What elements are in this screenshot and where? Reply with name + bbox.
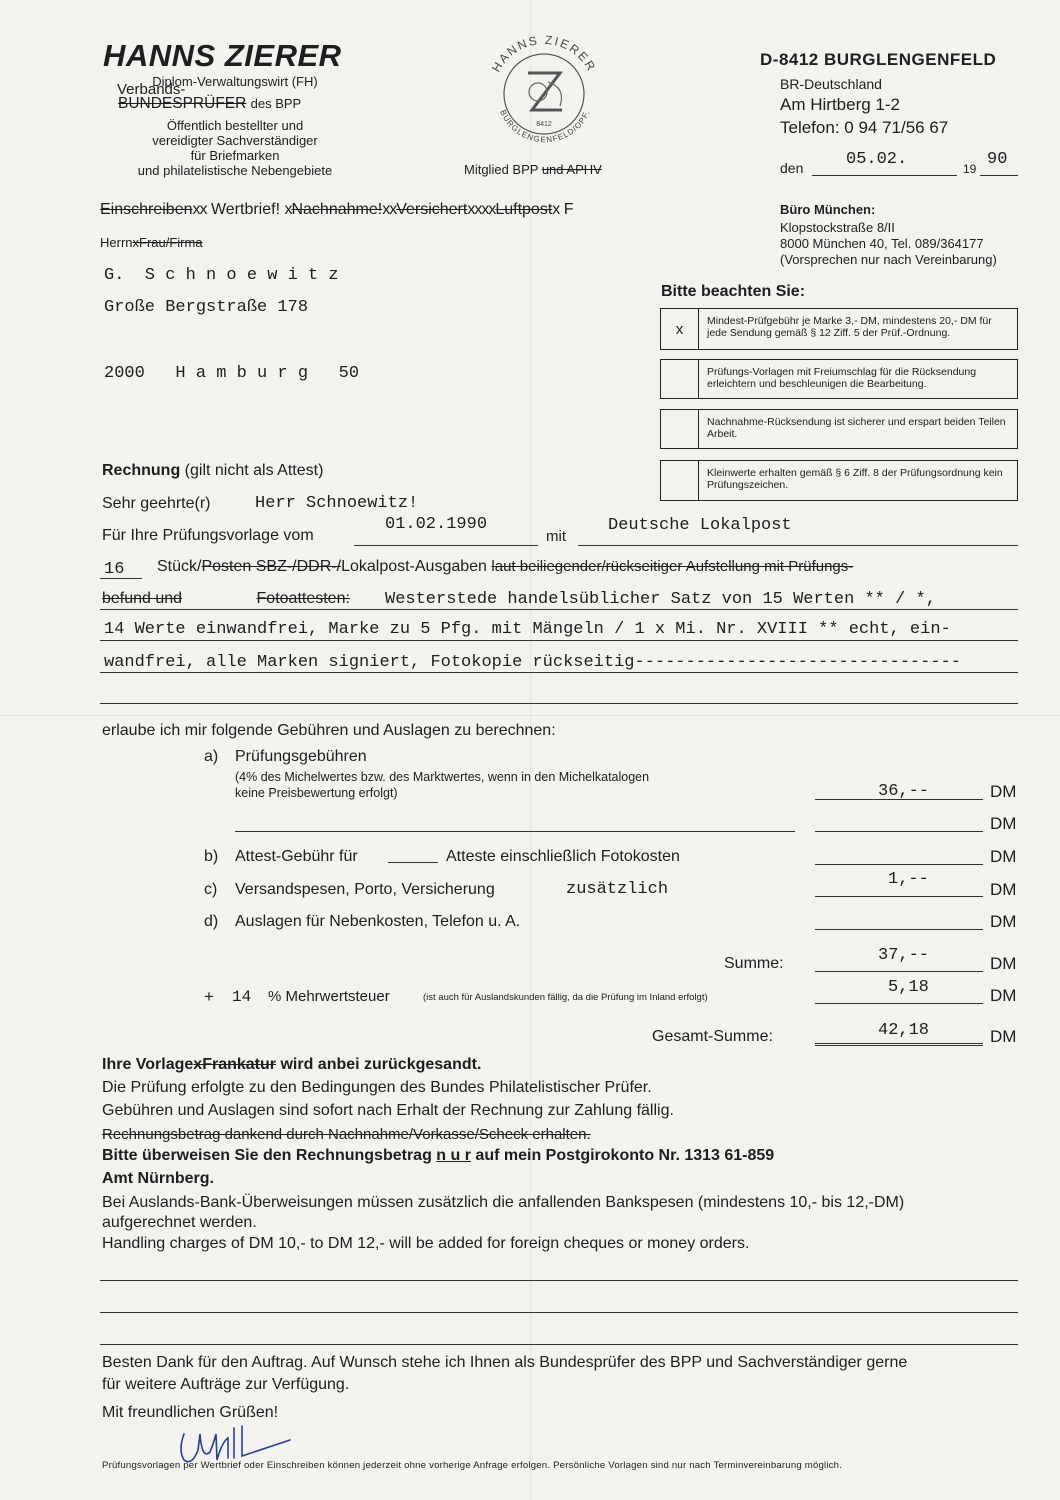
item-posten-struck: Posten SBZ-/DDR-/: [201, 558, 342, 575]
greeting-name: Herr Schnoewitz!: [255, 494, 419, 513]
mail-type-line: [100, 201, 574, 219]
date-value: 05.02.: [846, 150, 908, 169]
fee-a-underline: [815, 799, 983, 800]
header-des-bpp: des BPP: [250, 96, 302, 111]
fee-b-text-2: Atteste einschließlich Fotokosten: [446, 848, 680, 865]
fee-a2-blank-line: [235, 831, 795, 832]
vat-underline: [815, 1003, 983, 1004]
item-line-2-prefix: [102, 590, 350, 608]
header-bundespruefer-word: BUNDESPRÜFER: [118, 95, 247, 112]
return-line: [102, 1056, 481, 1074]
buero-street: Klopstockstraße 8/II: [780, 220, 895, 235]
summe-underline: [815, 971, 983, 972]
recipient-city: 2000 H a m b u r g 50: [104, 364, 360, 383]
note-box-4: [660, 460, 1018, 501]
desc-underline-2: [100, 640, 1018, 641]
item-befund-struck: befund und: [102, 590, 183, 607]
fee-d-label: d): [204, 913, 219, 930]
year-value: 90: [987, 150, 1008, 169]
address-phone: Telefon: 0 94 71/56 67: [780, 118, 949, 137]
address-city: D-8412 BURGLENGENFELD: [760, 50, 997, 69]
fee-a-label: a): [204, 748, 219, 765]
note-box-1: [660, 308, 1018, 350]
fee-b-currency: DM: [990, 847, 1017, 866]
vat-currency: DM: [990, 986, 1017, 1005]
mail-einschreiben: Einschreiben: [100, 201, 193, 218]
bank-nur: n u r: [436, 1147, 471, 1164]
desc-underline-1: [100, 609, 1018, 610]
paper-fold-horizontal: [0, 715, 1060, 716]
thanks-line-2: für weitere Aufträge zur Verfügung.: [102, 1376, 350, 1393]
buero-title: Büro München:: [780, 202, 876, 217]
vorlage-mit: mit: [546, 528, 566, 545]
mail-f: F: [563, 201, 574, 218]
item-desc-1: Westerstede handelsüblicher Satz von 15 Werten ** / *,: [385, 590, 936, 609]
fee-a-value: 36,--: [878, 782, 930, 801]
invoice-heading-note: (gilt nicht als Attest): [184, 462, 324, 479]
vat-note: (ist auch für Auslandskunden fällig, da die Prüfung im Inland erfolgt): [423, 992, 708, 1003]
vat-plus: +: [204, 987, 214, 1006]
membership-bpp: Mitglied BPP: [464, 162, 539, 177]
note-box-3: [660, 409, 1018, 449]
footer-line-2: Gebühren und Auslagen sind sofort nach Erhalt der Rechnung zur Zahlung fällig.: [102, 1102, 674, 1119]
vorlage-subject: Deutsche Lokalpost: [608, 516, 792, 535]
item-desc-3: wandfrei, alle Marken signiert, Fotokopie rückseitig--------------------------------: [104, 653, 961, 672]
mail-x3: xx: [382, 201, 397, 218]
fee-d-underline: [815, 929, 983, 930]
vorlage-subject-underline: [578, 545, 1018, 546]
fee-c-currency: DM: [990, 880, 1017, 899]
salutation-herrn: Herrn: [100, 235, 133, 250]
blank-line-2: [100, 1312, 1018, 1313]
item-count: 16: [104, 560, 125, 579]
item-laut-struck: laut beiliegender/rückseitiger Aufstellung mit Prüfungs-: [491, 558, 854, 575]
note-box-3-check: [661, 410, 699, 448]
fee-b-text-1: Attest-Gebühr für: [235, 848, 358, 865]
seal-bottom-text: BURGLENGENFELD/OPF.: [498, 108, 592, 145]
recipient-salutation: [100, 235, 203, 250]
ausland-line-2: aufgerechnet werden.: [102, 1214, 257, 1231]
fee-b-count-underline: [388, 862, 438, 863]
fee-a-text: Prüfungsgebühren: [235, 748, 367, 765]
recipient-name: G. S c h n o e w i t z: [104, 266, 339, 285]
recipient-street: Große Bergstraße 178: [104, 298, 309, 317]
membership-aphv: und APHV: [541, 162, 602, 177]
date-underline: [812, 175, 957, 176]
mail-nachnahme: Nachnahme!: [291, 201, 383, 218]
year-underline: [980, 175, 1018, 176]
header-line4: vereidigter Sachverständiger: [152, 133, 318, 148]
bank-line: [102, 1147, 774, 1165]
item-line-1: [157, 558, 853, 576]
address-street: Am Hirtberg 1-2: [780, 95, 900, 114]
return-struck: xFrankatur: [193, 1056, 276, 1073]
vorlage-date: 01.02.1990: [385, 515, 488, 534]
fee-c-underline: [815, 896, 983, 897]
buero-city: 8000 München 40, Tel. 089/364177: [780, 236, 984, 251]
invoice-heading-bold: Rechnung: [102, 462, 181, 479]
paper-fold-vertical: [530, 0, 531, 1500]
company-name: HANNS ZIERER: [103, 38, 342, 73]
fee-c-extra: zusätzlich: [566, 880, 669, 899]
total-label: Gesamt-Summe:: [652, 1028, 773, 1045]
greeting: Sehr geehrte(r): [102, 495, 211, 512]
note-box-2-text: Prüfungs-Vorlagen mit Freiumschlag für die Rücksendung erleichtern und beschleunigen die Bearbeitung.: [707, 366, 977, 390]
membership-line: [464, 162, 602, 177]
mail-x4: xxxx: [467, 201, 496, 218]
bank-suffix: auf mein Postgirokonto Nr. 1313 61-859: [475, 1147, 775, 1164]
year-prefix: 19: [963, 162, 977, 176]
return-suffix: wird anbei zurückgesandt.: [280, 1056, 482, 1073]
note-box-4-text: Kleinwerte erhalten gemäß § 6 Ziff. 8 der Prüfungsordnung kein Prüfungszeichen.: [707, 467, 1003, 491]
note-box-4-check: [661, 461, 699, 500]
summe-value: 37,--: [878, 946, 930, 965]
summe-currency: DM: [990, 954, 1017, 973]
header-verbands: Verbands-: [117, 81, 186, 98]
fee-a2-currency: DM: [990, 814, 1017, 833]
return-prefix: Ihre Vorlage: [102, 1056, 194, 1073]
item-stueck: Stück/: [157, 558, 202, 575]
seal-number: 8412: [536, 121, 552, 128]
note-box-2: [660, 359, 1018, 399]
fee-a-currency: DM: [990, 782, 1017, 801]
fee-b-label: b): [204, 848, 219, 865]
total-double-underline: [815, 1043, 983, 1046]
footer-line-1: Die Prüfung erfolgte zu den Bedingungen des Bundes Philatelistischer Prüfer.: [102, 1079, 652, 1096]
salutation-struck: xFrau/Firma: [132, 235, 203, 250]
fees-intro: erlaube ich mir folgende Gebühren und Auslagen zu berechnen:: [102, 722, 556, 739]
footer-line-3-struck: Rechnungsbetrag dankend durch Nachnahme/Vorkasse/Scheck erhalten.: [102, 1126, 591, 1143]
mail-x1: xx: [192, 201, 207, 218]
desc-underline-3: [100, 672, 1018, 673]
summe-label: Summe:: [724, 955, 784, 972]
desc-underline-4: [100, 703, 1018, 704]
notes-title: Bitte beachten Sie:: [661, 283, 806, 300]
note-box-1-text: Mindest-Prüfgebühr je Marke 3,- DM, mindestens 20,- DM für jede Sendung gemäß § 12 Ziff. 5 der Prüf.-Ordnung.: [707, 315, 992, 339]
item-lokalpost: Lokalpost-Ausgaben: [341, 558, 487, 575]
bank-amt: Amt Nürnberg.: [102, 1170, 214, 1187]
fee-d-currency: DM: [990, 912, 1017, 931]
handling-line: Handling charges of DM 10,- to DM 12,- will be added for foreign cheques or money orders.: [102, 1235, 750, 1252]
header-line5: für Briefmarken: [190, 148, 280, 163]
fee-a2-underline: [815, 831, 983, 832]
fee-a-note-2: keine Preisbewertung erfolgt): [235, 786, 398, 800]
vat-rate: 14: [232, 988, 252, 1006]
buero-note: (Vorsprechen nur nach Vereinbarung): [780, 252, 997, 267]
address-country: BR-Deutschland: [780, 76, 882, 92]
ausland-line-1: Bei Auslands-Bank-Überweisungen müssen zusätzlich die anfallenden Bankspesen (mindestens 10,- bis 12,-DM): [102, 1194, 905, 1211]
bank-prefix: Bitte überweisen Sie den Rechnungsbetrag: [102, 1147, 432, 1164]
note-box-1-check: x: [661, 309, 699, 349]
header-title-diplom: Diplom-Verwaltungswirt (FH): [152, 74, 318, 89]
item-desc-2: 14 Werte einwandfrei, Marke zu 5 Pfg. mit Mängeln / 1 x Mi. Nr. XVIII ** echt, ein-: [104, 620, 951, 639]
vorlage-date-underline: [354, 545, 538, 546]
mail-wertbrief: Wertbrief!: [210, 201, 281, 218]
thanks-line-1: Besten Dank für den Auftrag. Auf Wunsch stehe ich Ihnen als Bundesprüfer des BPP und Sachverständiger gerne: [102, 1354, 908, 1371]
vat-value: 5,18: [888, 978, 929, 997]
seal-logo: [476, 28, 612, 156]
note-box-3-text: Nachnahme-Rücksendung ist sicherer und erspart beiden Teilen Arbeit.: [707, 416, 1006, 440]
fee-b-underline: [815, 864, 983, 865]
header-line3: Öffentlich bestellter und: [166, 118, 304, 133]
vorlage-label: Für Ihre Prüfungsvorlage vom: [102, 527, 314, 544]
blank-line-1: [100, 1280, 1018, 1281]
header-line6: und philatelistische Nebengebiete: [137, 163, 333, 178]
fee-c-text: Versandspesen, Porto, Versicherung: [235, 881, 495, 898]
vat-label: % Mehrwertsteuer: [268, 988, 390, 1005]
mail-versichert: Versichert: [396, 201, 468, 218]
regards: Mit freundlichen Grüßen!: [102, 1404, 279, 1421]
seal-top-text: HANNS ZIERER: [488, 32, 600, 75]
fee-d-text: Auslagen für Nebenkosten, Telefon u. A.: [235, 913, 521, 930]
note-box-2-check: [661, 360, 699, 398]
fee-c-value: 1,--: [888, 870, 929, 889]
item-count-underline: [100, 578, 142, 579]
item-fotoattest-struck: Fotoattesten:: [256, 590, 350, 607]
fee-c-label: c): [204, 881, 218, 898]
blank-line-3: [100, 1344, 1018, 1345]
fee-a-note-1: (4% des Michelwertes bzw. des Marktwertes, wenn in den Michelkatalogen: [235, 770, 650, 784]
mail-x5: x: [552, 201, 560, 218]
invoice-heading: [102, 462, 323, 480]
date-prefix: den: [780, 160, 804, 176]
mail-luftpost: Luftpost: [495, 201, 553, 218]
header-bundespruefer: [118, 95, 301, 113]
total-value: 42,18: [878, 1021, 930, 1040]
fine-print: Prüfungsvorlagen per Wertbrief oder Einschreiben können jederzeit ohne vorherige Anfrage erfolgen. Persönliche Vorlagen sind nur nach Terminvereinbarung möglich.: [102, 1460, 843, 1471]
mail-x2: x: [284, 201, 292, 218]
total-currency: DM: [990, 1027, 1017, 1046]
